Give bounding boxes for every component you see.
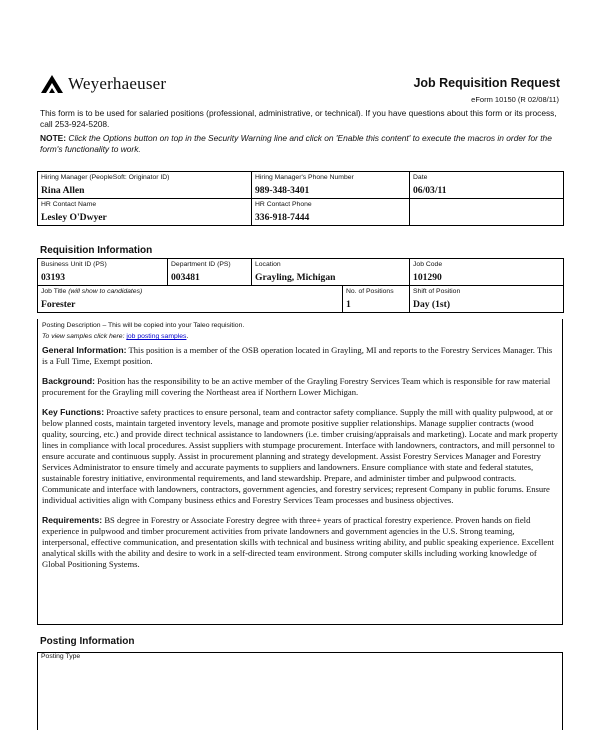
department-field[interactable] (168, 259, 252, 286)
hr-phone-field[interactable] (252, 199, 410, 226)
samples-suffix: . (186, 333, 189, 340)
positions-label: No. of Positions (346, 288, 394, 295)
date-field[interactable] (410, 172, 564, 199)
hiring-manager-label: Hiring Manager (PeopleSoft: Originator ID) (41, 174, 170, 181)
weyerhaeuser-logo-icon (40, 74, 64, 94)
posting-description-label: Posting Description – This will be copied into your Taleo requisition. (42, 322, 245, 329)
department-value: 003481 (171, 272, 200, 283)
company-logo (40, 74, 166, 94)
paragraph-label: Requirements: (42, 515, 103, 525)
location-label: Location (255, 261, 281, 268)
hr-phone-label: HR Contact Phone (255, 201, 312, 208)
shift-field[interactable] (410, 286, 564, 313)
key-functions-paragraph (42, 407, 560, 506)
form-title: Job Requisition Request (413, 76, 560, 90)
requisition-table (37, 258, 564, 313)
positions-field[interactable] (343, 286, 410, 313)
requisition-heading: Requisition Information (40, 245, 153, 256)
note-body: Click the Options button on top in the Security Warning line and click on 'Enable this content' to execute the macros in order for the form's functionality to work. (40, 133, 552, 154)
hiring-phone-label: Hiring Manager's Phone Number (255, 174, 354, 181)
job-code-label: Job Code (413, 261, 443, 268)
empty-cell (410, 199, 564, 226)
hr-contact-field[interactable] (38, 199, 252, 226)
samples-line (42, 332, 560, 341)
paragraph-label: Key Functions: (42, 407, 105, 417)
date-label: Date (413, 174, 428, 181)
contacts-table (37, 171, 564, 226)
intro-text: This form is to be used for salaried positions (professional, administrative, or technical). If you have questions about this form or its process, call 253-924-5208. (40, 108, 557, 129)
job-title-label (41, 287, 339, 296)
paragraph-text: Proactive safety practices to ensure personal, team and contractor safety compliance. Supply the mill with quality pulpwood, at or below planned costs, maintain targeted inventory levels, manage and promote positive supplier relationships. Manage supplier contracts (wood quality, sourcing, etc.) and provide direct technical assistance to landowners (i.e. timber cruising/appraisals and marketing). Locate and mark property lines in compliance with local procedures. Assist suppliers with stumpage procurement. Interface with landowners, contractors, and mill personnel to ensure accurate and continuous supply. Assist in procurement planning and strategy development. Assist Forestry Services Manager and Forestry Services Administrator to ensure timely and accurate payments to suppliers and landowners. Ensure compliance with state and federal statutes, sustainable forestry initiative, environmental requirements, and land stewardship. Prepare, and administer timber and pulpwood contracts. Communicate and interface with landowners, contractors, government agencies, and forestry services; represent Company in public forums. Ensure individual activities align with Company business ethics and Forestry Services Team processes and business objectives. (42, 407, 558, 505)
note-label: NOTE: (40, 133, 67, 143)
samples-prefix: To view samples click here: (42, 333, 125, 340)
paragraph-label: General Information: (42, 345, 127, 355)
job-title-field[interactable] (38, 286, 343, 313)
form-number: eForm 10150 (R 02/08/11) (471, 95, 559, 104)
paragraph-text: BS degree in Forestry or Associate Forestry degree with three+ years of practical forestry experience. Proven hands on field experience in pulpwood and timber procurement activities from private landowners and government agencies in the U.S. Strong teaming, interpersonal, effective communication, and presentation skills with technical and business writing ability, and public speaking experience. Excellent analytical skills with the ability and desire to work in a self-directed team environment. Strong computer skills including working knowledge of Global Positioning Systems. (42, 515, 554, 569)
posting-description (42, 321, 560, 579)
general-info-paragraph (42, 345, 560, 367)
job-title-value: Forester (41, 299, 76, 310)
note-text (40, 133, 565, 155)
hr-contact-value: Lesley O'Dwyer (41, 212, 107, 223)
hiring-phone-value: 989-348-3401 (255, 185, 310, 196)
location-value: Grayling, Michigan (255, 272, 336, 283)
posting-type-label: Posting Type (41, 653, 81, 660)
background-paragraph (42, 376, 560, 398)
shift-label: Shift of Position (413, 288, 461, 295)
positions-value: 1 (346, 299, 351, 310)
hiring-phone-field[interactable] (252, 172, 410, 199)
location-field[interactable] (252, 259, 410, 286)
shift-value: Day (1st) (413, 299, 451, 310)
hiring-manager-field[interactable] (38, 172, 252, 199)
paragraph-text: Position has the responsibility to be an active member of the Grayling Forestry Services Team which is responsible for raw material procurement for the Grayling mill covering the Northeast area if Northern Lower Michigan. (42, 376, 551, 397)
posting-heading: Posting Information (40, 636, 135, 647)
job-code-value: 101290 (413, 272, 442, 283)
paragraph-label: Background: (42, 376, 95, 386)
job-title-label-note: (will show to candidates) (68, 288, 143, 295)
department-label: Department ID (PS) (171, 261, 231, 268)
job-posting-samples-link[interactable]: job posting samples (126, 333, 187, 340)
posting-type-field[interactable] (37, 652, 563, 730)
requirements-paragraph (42, 515, 560, 570)
business-unit-label: Business Unit ID (PS) (41, 261, 107, 268)
company-name: Weyerhaeuser (68, 74, 167, 93)
business-unit-field[interactable] (38, 259, 168, 286)
business-unit-value: 03193 (41, 272, 65, 283)
hr-contact-label: HR Contact Name (41, 201, 97, 208)
job-code-field[interactable] (410, 259, 564, 286)
hiring-manager-value: Rina Allen (41, 185, 85, 196)
hr-phone-value: 336-918-7444 (255, 212, 310, 223)
job-title-label-main: Job Title (41, 288, 67, 295)
date-value: 06/03/11 (413, 185, 447, 196)
paragraph-text: This position is a member of the OSB operation located in Grayling, MI and reports to the Forestry Services Manager. This is a Full Time, Exempt position. (42, 345, 553, 366)
